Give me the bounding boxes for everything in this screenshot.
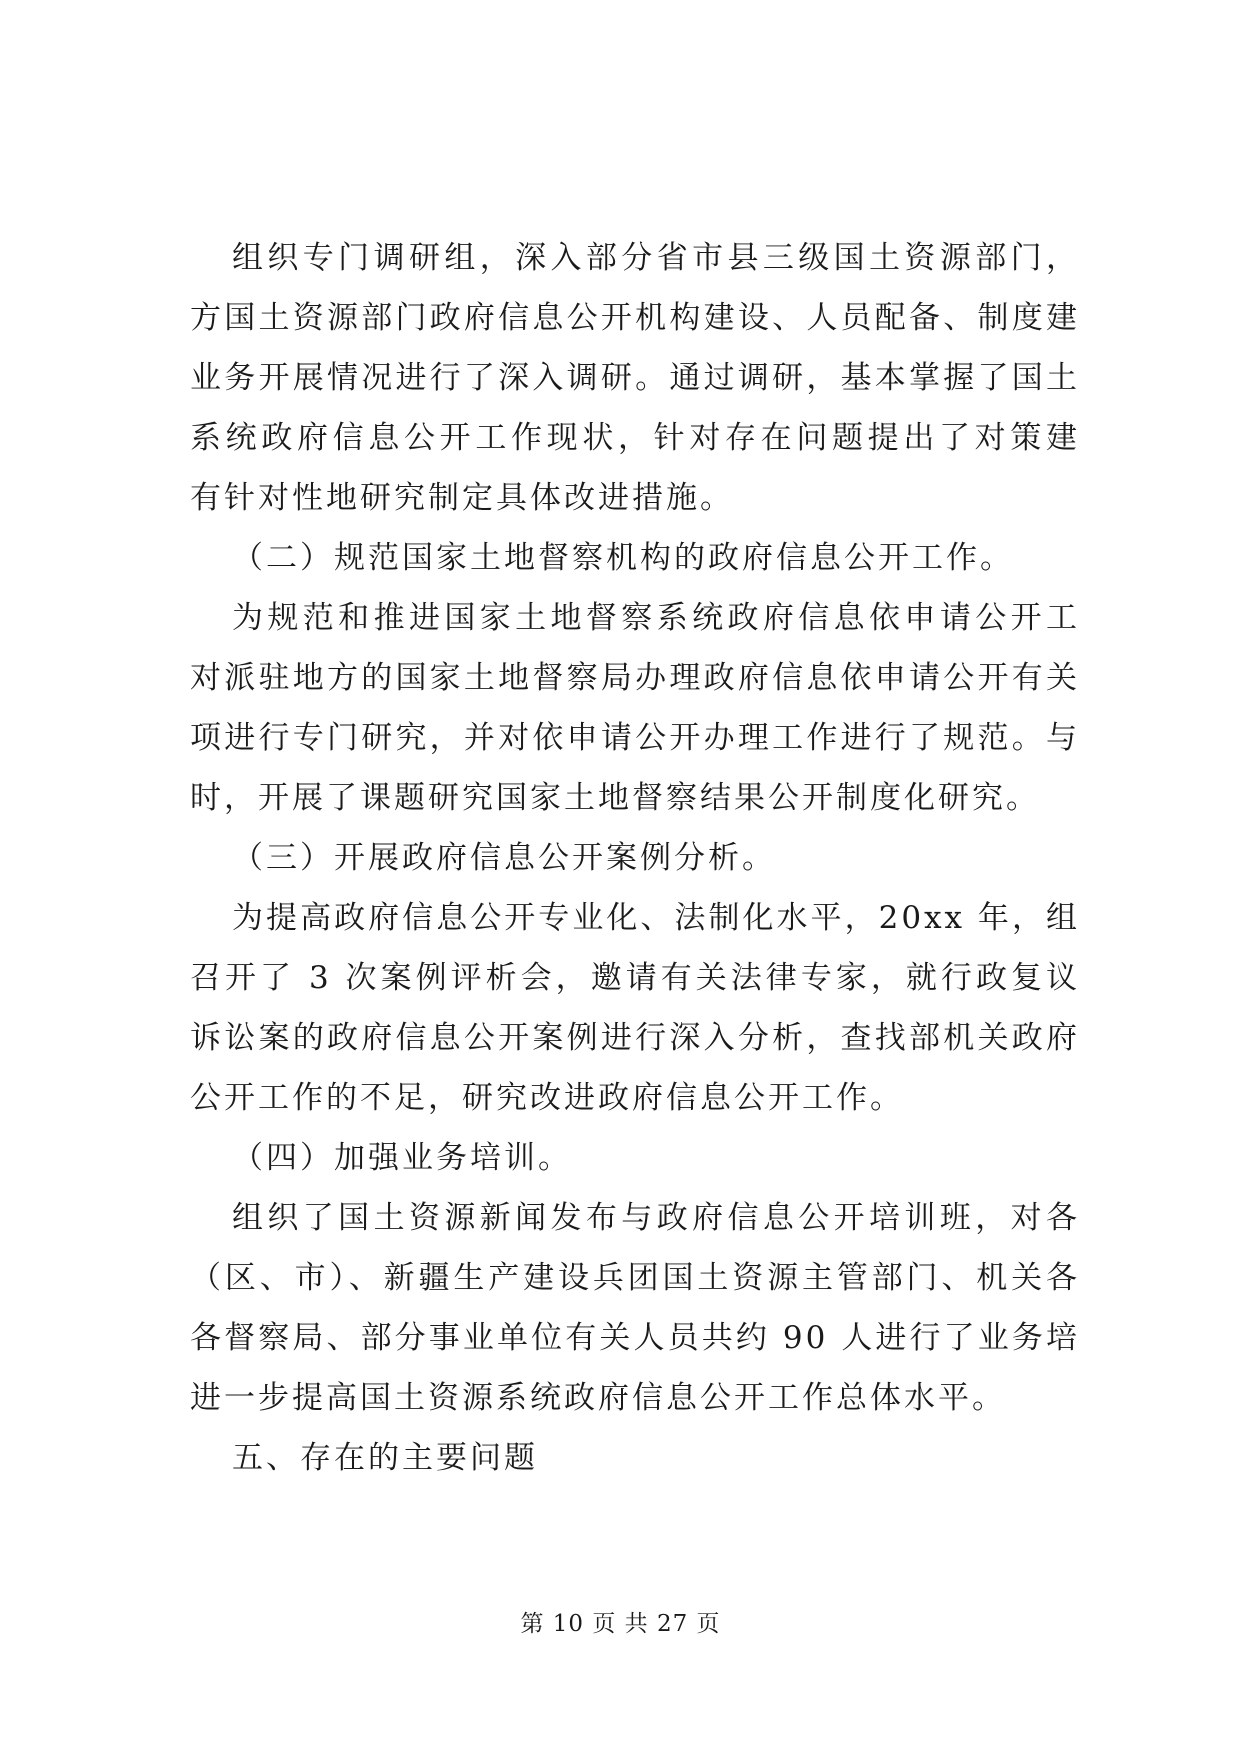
page-number-footer: 第 10 页 共 27 页 xyxy=(520,1611,721,1637)
paragraph-line: 业务开展情况进行了深入调研。通过调研，基本掌握了国土 xyxy=(190,360,1080,396)
paragraph-line: 项进行专门研究，并对依申请公开办理工作进行了规范。与 xyxy=(190,720,1080,756)
document-body xyxy=(190,228,1080,1488)
paragraph-line: 进一步提高国土资源系统政府信息公开工作总体水平。 xyxy=(190,1380,1006,1416)
paragraph-line: 召开了 3 次案例评析会，邀请有关法律专家，就行政复议 xyxy=(190,960,1080,996)
paragraph-line: 诉讼案的政府信息公开案例进行深入分析，查找部机关政府 xyxy=(190,1020,1080,1056)
section-heading: 五、存在的主要问题 xyxy=(232,1440,538,1476)
paragraph-line: 时，开展了课题研究国家土地督察结果公开制度化研究。 xyxy=(190,780,1040,816)
section-heading: （四）加强业务培训。 xyxy=(232,1140,572,1176)
paragraph-line: 组织专门调研组，深入部分省市县三级国土资源部门， xyxy=(232,240,1080,276)
section-heading: （三）开展政府信息公开案例分析。 xyxy=(232,840,776,876)
paragraph-line: 各督察局、部分事业单位有关人员共约 90 人进行了业务培 xyxy=(190,1320,1080,1356)
paragraph-line: 对派驻地方的国家土地督察局办理政府信息依申请公开有关 xyxy=(190,660,1080,696)
paragraph-line: 有针对性地研究制定具体改进措施。 xyxy=(190,480,734,516)
paragraph-line: 为提高政府信息公开专业化、法制化水平，20xx 年，组 xyxy=(232,900,1080,936)
paragraph-line: 系统政府信息公开工作现状，针对存在问题提出了对策建 xyxy=(190,420,1080,456)
paragraph-line: 方国土资源部门政府信息公开机构建设、人员配备、制度建 xyxy=(190,300,1080,336)
paragraph-line: 组织了国土资源新闻发布与政府信息公开培训班，对各 xyxy=(232,1200,1080,1236)
paragraph-line: 公开工作的不足，研究改进政府信息公开工作。 xyxy=(190,1080,904,1116)
paragraph-line: 为规范和推进国家土地督察系统政府信息依申请公开工 xyxy=(232,600,1080,636)
paragraph-line: （区、市）、新疆生产建设兵团国土资源主管部门、机关各 xyxy=(190,1260,1080,1296)
section-heading: （二）规范国家土地督察机构的政府信息公开工作。 xyxy=(232,540,1014,576)
